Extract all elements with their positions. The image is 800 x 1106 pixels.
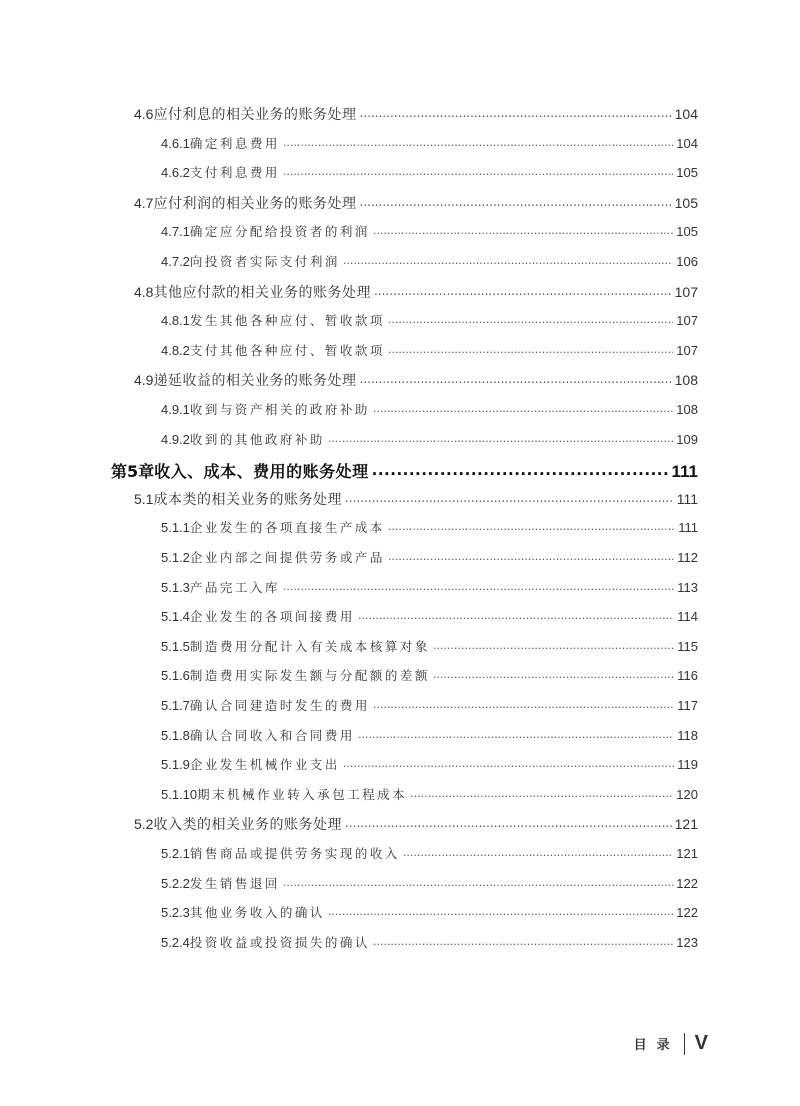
- toc-entry-title: 其他业务收入的确认: [189, 905, 325, 921]
- toc-entry-number: 4.6: [134, 106, 154, 122]
- footer-page-number: V: [694, 1032, 708, 1054]
- toc-entry-number: 4.8.2: [161, 342, 190, 358]
- toc-dot-leader: [345, 815, 672, 831]
- toc-entry-page: 111: [676, 490, 698, 507]
- toc-subsection-entry[interactable]: [161, 696, 698, 720]
- toc-dot-leader: [283, 164, 673, 179]
- toc-entry-number: 5.1: [134, 490, 154, 507]
- toc-entry-page: 109: [676, 431, 698, 447]
- toc-section-entry[interactable]: [134, 370, 698, 394]
- toc-subsection-entry[interactable]: [161, 163, 698, 187]
- toc-entry-number: 5.1.3: [161, 579, 190, 595]
- toc-entry-title: 企业发生的各项直接生产成本: [189, 520, 385, 536]
- toc-entry-title: 产品完工入库: [189, 579, 280, 595]
- toc-entry-page: 104: [676, 135, 698, 151]
- toc-subsection-entry[interactable]: [161, 726, 698, 750]
- toc-entry-title: 企业发生的各项间接费用: [189, 609, 355, 625]
- toc-entry-page: 119: [677, 757, 698, 773]
- toc-entry-title: 收入、成本、费用的账务处理: [154, 462, 369, 482]
- toc-entry-page: 114: [677, 609, 698, 625]
- toc-entry-page: 107: [676, 342, 698, 358]
- toc-entry-number: 5.1.8: [161, 727, 190, 743]
- toc-section-entry[interactable]: [134, 489, 698, 513]
- toc-subsection-entry[interactable]: [161, 844, 698, 868]
- toc-entry-number: 5.1.4: [161, 609, 190, 625]
- toc-chapter-entry[interactable]: [111, 459, 698, 483]
- toc-entry-number: 4.9.2: [161, 431, 190, 447]
- toc-subsection-entry[interactable]: [161, 400, 698, 424]
- toc-dot-leader: [373, 223, 673, 238]
- toc-dot-leader: [388, 312, 673, 327]
- toc-dot-leader: [359, 105, 671, 121]
- toc-subsection-entry[interactable]: [161, 933, 698, 957]
- page-footer: [634, 1032, 708, 1055]
- toc-entry-number: 4.7.1: [161, 224, 190, 240]
- toc-dot-leader: [433, 667, 674, 682]
- toc-entry-title: 支付其他各种应付、暂收款项: [189, 342, 385, 358]
- toc-entry-title: 发生销售退回: [189, 875, 280, 891]
- toc-dot-leader: [374, 283, 672, 299]
- toc-dot-leader: [388, 519, 675, 534]
- toc-entry-page: 116: [677, 668, 698, 684]
- toc-subsection-entry[interactable]: [161, 903, 698, 927]
- toc-subsection-entry[interactable]: [161, 578, 698, 602]
- toc-entry-number: 4.9: [134, 372, 154, 389]
- toc-entry-title: 应付利息的相关业务的账务处理: [153, 107, 357, 123]
- toc-dot-leader: [283, 875, 673, 890]
- toc-entry-number: 5.2.1: [161, 846, 190, 861]
- toc-entry-page: 108: [674, 372, 698, 389]
- toc-entry-title: 应付利润的相关业务的账务处理: [153, 195, 357, 212]
- toc-entry-page: 107: [676, 313, 698, 329]
- toc-dot-leader: [358, 727, 674, 742]
- toc-entry-title: 收入类的相关业务的账务处理: [153, 817, 342, 834]
- toc-entry-number: 5.2: [134, 816, 154, 833]
- toc-dot-leader: [283, 135, 673, 150]
- toc-dot-leader: [433, 638, 674, 653]
- toc-entry-number: 4.7.2: [161, 254, 190, 269]
- toc-dot-leader: [359, 371, 671, 387]
- toc-entry-number: 5.1.2: [161, 550, 190, 565]
- toc-entry-title: 制造费用实际发生额与分配额的差额: [189, 668, 430, 684]
- toc-dot-leader: [388, 342, 673, 357]
- toc-dot-leader: [373, 934, 673, 949]
- toc-entry-title: 确认合同收入和合同费用: [189, 727, 355, 743]
- toc-entry-number: 4.8: [134, 283, 154, 300]
- toc-entry-page: 108: [676, 402, 698, 417]
- toc-entry-title: 其他应付款的相关业务的账务处理: [153, 284, 371, 301]
- toc-subsection-entry[interactable]: [161, 637, 698, 661]
- toc-entry-title: 支付利息费用: [189, 165, 280, 181]
- toc-dot-leader: [358, 608, 674, 623]
- toc-entry-page: 104: [674, 106, 698, 122]
- toc-dot-leader: [372, 460, 669, 479]
- toc-subsection-entry[interactable]: [161, 311, 698, 335]
- toc-entry-number: 5.2.4: [161, 934, 190, 950]
- toc-entry-title: 销售商品或提供劳务实现的收入: [189, 846, 400, 861]
- toc-subsection-entry[interactable]: [161, 785, 698, 809]
- toc-dot-leader: [410, 786, 673, 801]
- footer-section-label: 目录: [633, 1038, 680, 1053]
- toc-entry-page: 105: [674, 194, 698, 211]
- toc-entry-page: 111: [671, 462, 698, 482]
- toc-section-entry[interactable]: [134, 282, 698, 306]
- toc-entry-number: 5.1.9: [161, 757, 190, 773]
- toc-entry-number: 4.6.2: [161, 165, 190, 181]
- toc-entry-title: 投资收益或投资损失的确认: [189, 934, 370, 950]
- toc-entry-page: 121: [674, 816, 698, 833]
- toc-subsection-entry[interactable]: [161, 134, 698, 158]
- toc-dot-leader: [373, 401, 673, 416]
- toc-entry-title: 确定应分配给投资者的利润: [189, 224, 370, 240]
- toc-dot-leader: [345, 490, 674, 506]
- toc-entry-title: 向投资者实际支付利润: [189, 254, 340, 269]
- toc-entry-page: 115: [677, 638, 698, 654]
- footer-divider: [684, 1033, 685, 1055]
- toc-entry-page: 106: [676, 254, 698, 269]
- toc-entry-title: 企业内部之间提供劳务或产品: [189, 550, 385, 565]
- toc-subsection-entry[interactable]: [161, 222, 698, 246]
- toc-entry-title: 确认合同建造时发生的费用: [189, 698, 370, 713]
- toc-entry-page: 122: [676, 905, 698, 921]
- toc-entry-page: 111: [678, 520, 698, 536]
- toc-entry-number: 4.9.1: [161, 402, 190, 417]
- toc-subsection-entry[interactable]: [161, 252, 698, 276]
- toc-entry-page: 113: [677, 579, 698, 595]
- toc-entry-page: 122: [676, 875, 698, 891]
- toc-subsection-entry[interactable]: [161, 548, 698, 572]
- toc-entry-page: 117: [677, 698, 698, 713]
- toc-subsection-entry[interactable]: [161, 874, 698, 898]
- toc-subsection-entry[interactable]: [161, 607, 698, 631]
- toc-entry-title: 期末机械作业转入承包工程成本: [197, 786, 408, 802]
- toc-entry-title: 收到与资产相关的政府补助: [189, 402, 370, 417]
- toc-entry-title: 成本类的相关业务的账务处理: [153, 491, 342, 508]
- toc-entry-number: 第5章: [111, 462, 155, 482]
- toc-entry-number: 4.8.1: [161, 313, 190, 329]
- toc-entry-number: 5.1.10: [161, 786, 198, 802]
- toc-dot-leader: [343, 253, 673, 268]
- toc-entry-number: 5.1.1: [161, 520, 190, 536]
- toc-entry-number: 4.6.1: [161, 135, 190, 151]
- toc-entry-page: 105: [676, 165, 698, 181]
- toc-entry-title: 发生其他各种应付、暂收款项: [189, 313, 385, 329]
- toc-entry-page: 105: [676, 224, 698, 240]
- toc-dot-leader: [328, 431, 673, 446]
- toc-subsection-entry[interactable]: [161, 755, 698, 779]
- toc-subsection-entry[interactable]: [161, 666, 698, 690]
- toc-entry-title: 企业发生机械作业支出: [189, 757, 340, 773]
- toc-section-entry[interactable]: [134, 814, 698, 838]
- toc-entry-number: 5.1.6: [161, 668, 190, 684]
- toc-entry-number: 5.1.5: [161, 638, 190, 654]
- toc-subsection-entry[interactable]: [161, 518, 698, 542]
- toc-dot-leader: [343, 756, 674, 771]
- toc-entry-title: 收到的其他政府补助: [189, 431, 325, 447]
- toc-dot-leader: [388, 549, 674, 564]
- toc-entry-page: 112: [677, 550, 698, 565]
- toc-dot-leader: [373, 697, 674, 712]
- toc-subsection-entry[interactable]: [161, 341, 698, 365]
- toc-section-entry[interactable]: [134, 193, 698, 217]
- toc-entry-page: 123: [676, 934, 698, 950]
- toc-dot-leader: [283, 579, 674, 594]
- toc-entry-number: 4.7: [134, 194, 154, 211]
- toc-entry-title: 确定利息费用: [189, 135, 280, 151]
- toc-dot-leader: [359, 194, 671, 210]
- toc-subsection-entry[interactable]: [161, 430, 698, 454]
- toc-entry-number: 5.1.7: [161, 698, 190, 713]
- toc-entry-title: 递延收益的相关业务的账务处理: [153, 373, 357, 390]
- toc-dot-leader: [403, 845, 673, 860]
- toc-entry-page: 121: [676, 846, 698, 861]
- toc-entry-page: 120: [676, 786, 698, 802]
- toc-entry-number: 5.2.3: [161, 905, 190, 921]
- toc-entry-page: 118: [677, 727, 698, 743]
- toc-entry-page: 107: [674, 283, 698, 300]
- toc-entry-number: 5.2.2: [161, 875, 190, 891]
- toc-section-entry[interactable]: [134, 104, 698, 128]
- toc-dot-leader: [328, 904, 673, 919]
- toc-entry-title: 制造费用分配计入有关成本核算对象: [189, 638, 430, 654]
